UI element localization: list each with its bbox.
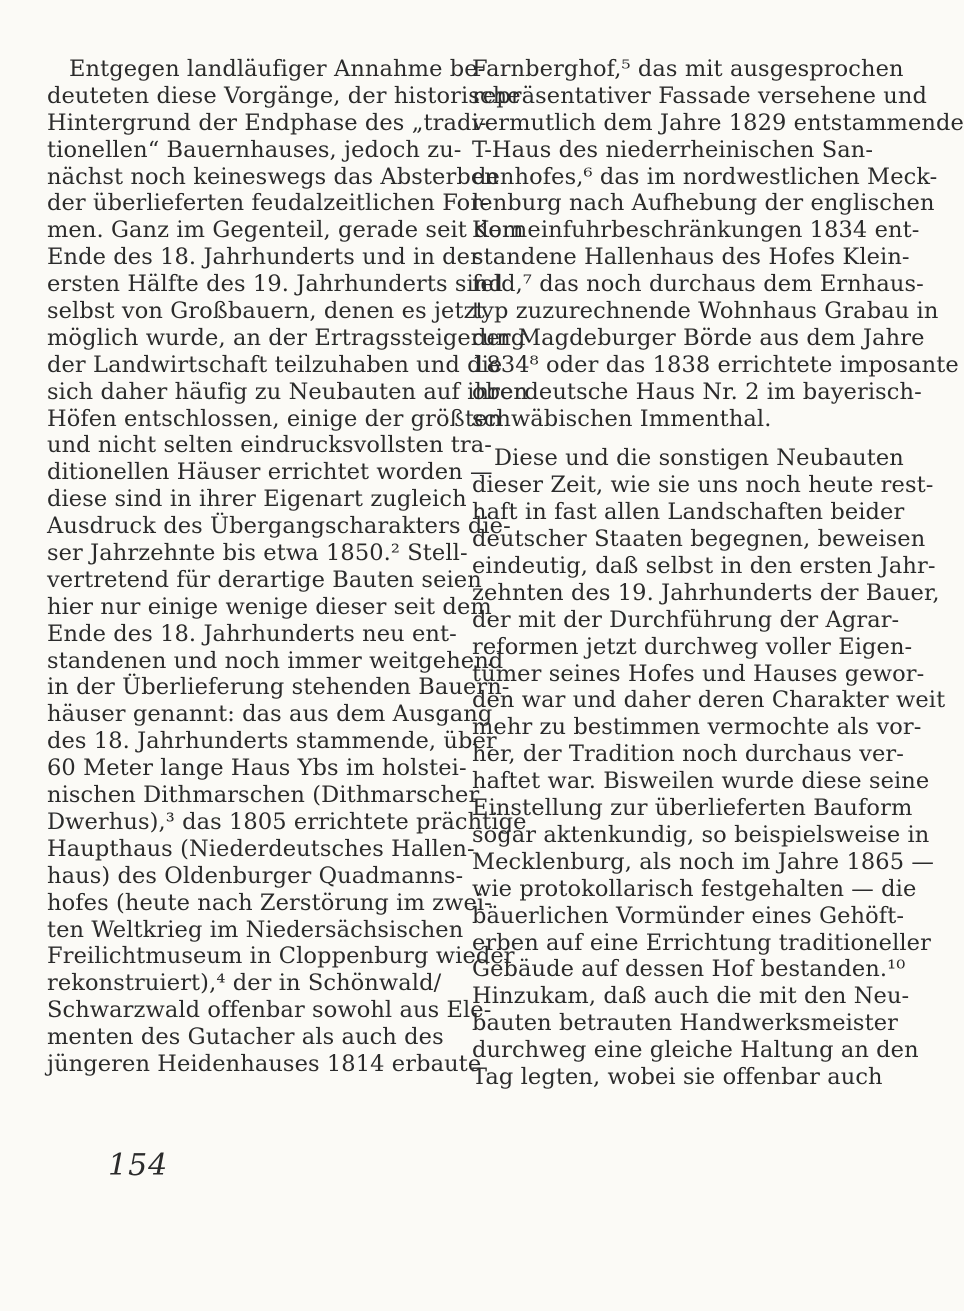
text-line: tümer seines Hofes und Hauses gewor-: [472, 660, 925, 687]
text-line: dieser Zeit, wie sie uns noch heute rest-: [472, 472, 934, 499]
text-line: Hintergrund der Endphase des „tradi-: [47, 109, 487, 136]
text-line: der mit der Durchführung der Agrar-: [472, 606, 900, 633]
text-line: Ende des 18. Jahrhunderts neu ent-: [47, 620, 457, 647]
text-line: Mecklenburg, als noch im Jahre 1865 —: [472, 848, 934, 875]
text-line: eindeutig, daß selbst in den ersten Jahr-: [472, 553, 936, 580]
text-line: Ausdruck des Übergangscharakters die-: [47, 513, 511, 540]
text-line: hofes (heute nach Zerstörung im zwei-: [47, 889, 492, 916]
text-line: Diese und die sonstigen Neubauten: [494, 445, 904, 472]
text-line: jüngeren Heidenhauses 1814 erbaute: [47, 1050, 482, 1077]
text-line: Dwerhus),³ das 1805 errichtete prächtige: [47, 808, 527, 835]
text-line: der überlieferten feudalzeitlichen For-: [47, 190, 489, 217]
text-line: der Magdeburger Börde aus dem Jahre: [472, 324, 925, 351]
text-line: haft in fast allen Landschaften beider: [472, 499, 905, 526]
text-line: in der Überlieferung stehenden Bauern-: [47, 674, 510, 701]
text-line: bauten betrauten Handwerksmeister: [472, 1010, 898, 1037]
text-line: T-Haus des niederrheinischen San-: [472, 136, 874, 163]
text-line: Gebäude auf dessen Hof bestanden.¹⁰: [472, 956, 906, 983]
text-line: diese sind in ihrer Eigenart zugleich: [47, 486, 467, 513]
text-line: den war und daher deren Charakter weit: [472, 687, 946, 714]
text-line: Korneinfuhrbeschränkungen 1834 ent-: [472, 217, 920, 244]
text-line: nächst noch keineswegs das Absterben: [47, 163, 499, 190]
text-line: her, der Tradition noch durchaus ver-: [472, 741, 904, 768]
text-line: erben auf eine Errichtung traditioneller: [472, 929, 931, 956]
text-line: möglich wurde, an der Ertragssteigerung: [47, 324, 526, 351]
text-line: selbst von Großbauern, denen es jetzt: [47, 298, 485, 325]
text-line: und nicht selten eindrucksvollsten tra-: [47, 432, 492, 459]
text-line: tionellen“ Bauernhauses, jedoch zu-: [47, 136, 462, 163]
text-line: denhofes,⁶ das im nordwestlichen Meck-: [472, 163, 938, 190]
text-line: standenen und noch immer weitgehend: [47, 647, 504, 674]
text-line: reformen jetzt durchweg voller Eigen-: [472, 633, 913, 660]
text-line: Hinzukam, daß auch die mit den Neu-: [472, 983, 910, 1010]
text-line: mehr zu bestimmen vermochte als vor-: [472, 714, 922, 741]
text-line: lenburg nach Aufhebung der englischen: [472, 190, 935, 217]
text-line: Haupthaus (Niederdeutsches Hallen-: [47, 835, 475, 862]
text-line: men. Ganz im Gegenteil, gerade seit dem: [47, 217, 524, 244]
text-line: vertretend für derartige Bauten seien: [47, 566, 482, 593]
text-line: rekonstruiert),⁴ der in Schönwald/: [47, 970, 442, 997]
text-line: haftet war. Bisweilen wurde diese seine: [472, 768, 930, 795]
paragraph-gap: [472, 432, 843, 445]
text-line: typ zuzurechnende Wohnhaus Grabau in: [472, 298, 939, 325]
text-line: haus) des Oldenburger Quadmanns-: [47, 862, 464, 889]
text-line: deutscher Staaten begegnen, beweisen: [472, 526, 926, 553]
text-line: oberdeutsche Haus Nr. 2 im bayerisch-: [472, 378, 922, 405]
text-line: ser Jahrzehnte bis etwa 1850.² Stell-: [47, 540, 468, 567]
text-line: der Landwirtschaft teilzuhaben und die: [47, 351, 503, 378]
text-line: menten des Gutacher als auch des: [47, 1024, 444, 1051]
text-line: repräsentativer Fassade versehene und: [472, 82, 927, 109]
right-column: [472, 56, 964, 1091]
text-line: sich daher häufig zu Neubauten auf ihren: [47, 378, 528, 405]
text-line: Höfen entschlossen, einige der größten: [47, 405, 502, 432]
text-line: vermutlich dem Jahre 1829 entstammende: [472, 109, 964, 136]
text-line: feld,⁷ das noch durchaus dem Ernhaus-: [472, 271, 924, 298]
text-line: bäuerlichen Vormünder eines Gehöft-: [472, 902, 905, 929]
text-line: Einstellung zur überlieferten Bauform: [472, 795, 913, 822]
text-line: Schwarzwald offenbar sowohl aus Ele-: [47, 997, 492, 1024]
text-line: ditionellen Häuser errichtet worden —: [47, 459, 493, 486]
text-line: Freilichtmuseum in Cloppenburg wieder: [47, 943, 515, 970]
text-line: sogar aktenkundig, so beispielsweise in: [472, 821, 930, 848]
text-line: ten Weltkrieg im Niedersächsischen: [47, 916, 464, 943]
text-line: Tag legten, wobei sie offenbar auch: [472, 1063, 883, 1090]
text-line: hier nur einige wenige dieser seit dem: [47, 593, 492, 620]
text-line: zehnten des 19. Jahrhunderts der Bauer,: [472, 579, 940, 606]
text-line: Farnberghof,⁵ das mit ausgesprochen: [472, 56, 904, 82]
left-column: [47, 56, 528, 1078]
text-line: häuser genannt: das aus dem Ausgang: [47, 701, 493, 728]
text-line: ersten Hälfte des 19. Jahrhunderts sind: [47, 271, 503, 298]
text-line: Ende des 18. Jahrhunderts und in der: [47, 244, 481, 271]
text-line: durchweg eine gleiche Haltung an den: [472, 1037, 919, 1064]
text-line: deuteten diese Vorgänge, der historische: [47, 82, 521, 109]
text-line: standene Hallenhaus des Hofes Klein-: [472, 244, 910, 271]
text-line: 60 Meter lange Haus Ybs im holstei-: [47, 755, 467, 782]
text-line: 1834⁸ oder das 1838 errichtete imposante: [472, 351, 959, 378]
text-line: wie protokollarisch festgehalten — die: [472, 875, 917, 902]
text-line: des 18. Jahrhunderts stammende, über: [47, 728, 497, 755]
text-line: nischen Dithmarschen (Dithmarscher: [47, 782, 480, 809]
text-line: schwäbischen Immenthal.: [472, 405, 772, 432]
text-line: Entgegen landläufiger Annahme be-: [69, 56, 486, 82]
page-number: 154: [108, 1148, 169, 1183]
